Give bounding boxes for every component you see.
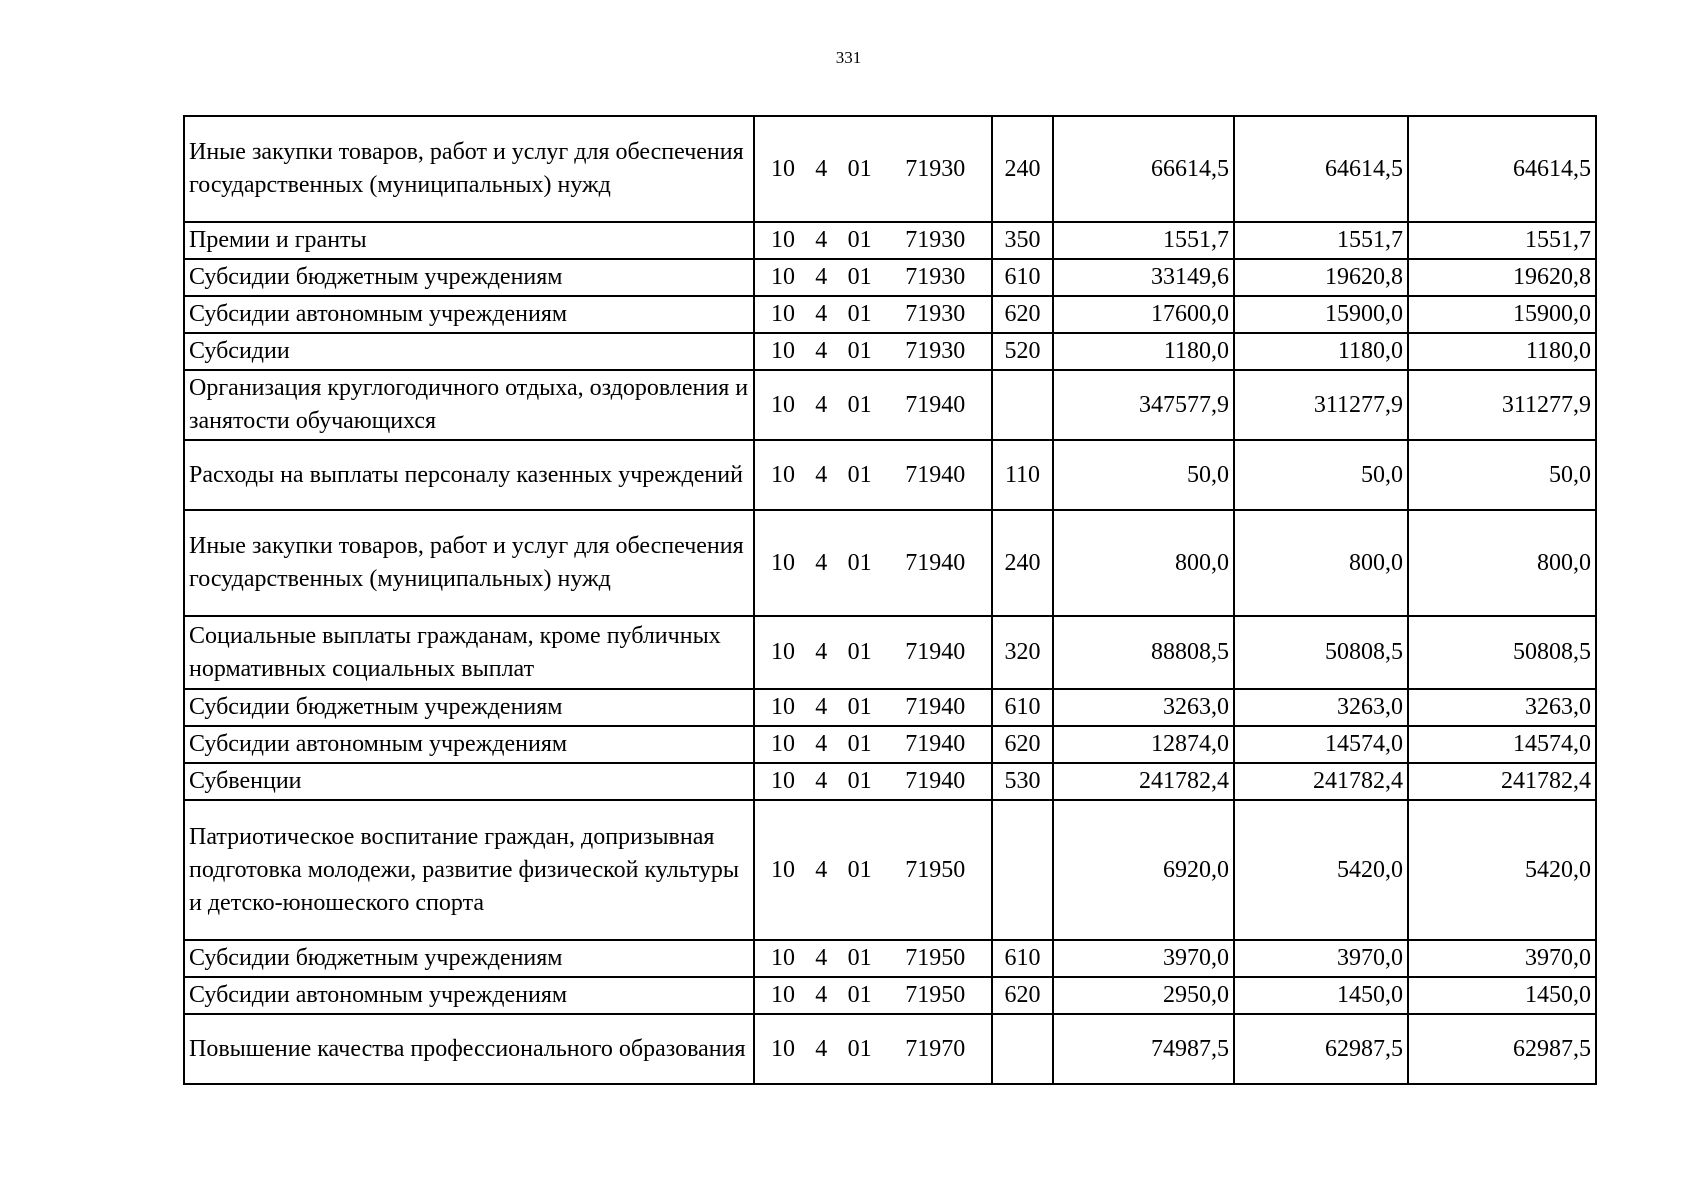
table-row [184,763,1596,800]
amount-year-1-cell: 66614,5 [1053,116,1234,222]
amount-year-1-cell: 3263,0 [1053,689,1234,726]
subsection-code: 4 [815,768,828,794]
amount-year-1-cell: 6920,0 [1053,800,1234,940]
amount-year-3-cell: 62987,5 [1408,1014,1596,1084]
table-row [184,259,1596,296]
item-name: Иные закупки товаров, работ и услуг для обеспечения государственных (муниципальных) нужд [189,533,744,592]
item-name-cell [184,510,754,616]
section-code: 10 [770,301,795,327]
amount-year-3-cell: 1551,7 [1408,222,1596,259]
subsection-code: 4 [815,639,828,665]
table-row [184,940,1596,977]
item-name-cell [184,940,754,977]
amount-year-1-cell: 1551,7 [1053,222,1234,259]
codes-cell [754,1014,992,1084]
budget-table-body [184,116,1596,1084]
subsection-code: 4 [815,1035,828,1062]
direction-code: 71950 [905,982,966,1008]
direction-code: 71940 [905,391,966,418]
item-name: Субсидии автономным учреждениям [189,301,568,327]
amount-year-1-cell: 3970,0 [1053,940,1234,977]
expense-type-cell: 530 [992,763,1053,800]
program-code: 01 [847,461,872,488]
amount-year-2-cell: 19620,8 [1234,259,1408,296]
amount-year-3-cell: 14574,0 [1408,726,1596,763]
expense-type-cell: 320 [992,616,1053,689]
item-name-cell [184,800,754,940]
table-row [184,977,1596,1014]
direction-code: 71940 [905,768,966,794]
program-code: 01 [847,731,872,757]
table-row [184,116,1596,222]
page-number: 331 [835,48,862,67]
table-row [184,333,1596,370]
program-code: 01 [847,155,872,182]
amount-year-3-cell: 15900,0 [1408,296,1596,333]
amount-year-3-cell: 50808,5 [1408,616,1596,689]
program-code: 01 [847,338,872,364]
amount-year-3-cell: 311277,9 [1408,370,1596,440]
program-code: 01 [847,639,872,665]
expense-type-cell: 620 [992,977,1053,1014]
program-code: 01 [847,856,872,883]
table-row [184,510,1596,616]
subsection-code: 4 [815,155,828,182]
section-code: 10 [770,549,795,576]
direction-code: 71940 [905,461,966,488]
direction-code: 71950 [905,945,966,971]
section-code: 10 [770,461,795,488]
direction-code: 71930 [905,264,966,290]
amount-year-2-cell: 14574,0 [1234,726,1408,763]
subsection-code: 4 [815,549,828,576]
amount-year-2-cell: 1551,7 [1234,222,1408,259]
amount-year-3-cell: 5420,0 [1408,800,1596,940]
codes-cell [754,510,992,616]
codes-cell [754,689,992,726]
expense-type-cell: 350 [992,222,1053,259]
section-code: 10 [770,338,795,364]
amount-year-3-cell: 19620,8 [1408,259,1596,296]
amount-year-1-cell: 50,0 [1053,440,1234,510]
table-row [184,689,1596,726]
section-code: 10 [770,227,795,253]
item-name: Социальные выплаты гражданам, кроме публичных нормативных социальных выплат [189,622,721,682]
subsection-code: 4 [815,694,828,720]
amount-year-3-cell: 50,0 [1408,440,1596,510]
amount-year-3-cell: 3263,0 [1408,689,1596,726]
table-row [184,800,1596,940]
item-name: Субсидии бюджетным учреждениям [189,945,563,971]
direction-code: 71940 [905,694,966,720]
program-code: 01 [847,945,872,971]
item-name-cell [184,259,754,296]
amount-year-2-cell: 241782,4 [1234,763,1408,800]
amount-year-1-cell: 800,0 [1053,510,1234,616]
program-code: 01 [847,768,872,794]
expense-type-cell: 610 [992,940,1053,977]
section-code: 10 [770,945,795,971]
subsection-code: 4 [815,731,828,757]
amount-year-1-cell: 2950,0 [1053,977,1234,1014]
subsection-code: 4 [815,338,828,364]
direction-code: 71930 [905,301,966,327]
item-name-cell [184,370,754,440]
amount-year-2-cell: 311277,9 [1234,370,1408,440]
codes-cell [754,940,992,977]
codes-cell [754,296,992,333]
amount-year-2-cell: 800,0 [1234,510,1408,616]
direction-code: 71930 [905,155,966,182]
amount-year-1-cell: 1180,0 [1053,333,1234,370]
codes-cell [754,726,992,763]
item-name: Иные закупки товаров, работ и услуг для обеспечения государственных (муниципальных) нужд [189,139,744,198]
codes-cell [754,222,992,259]
codes-cell [754,116,992,222]
item-name-cell [184,977,754,1014]
codes-cell [754,440,992,510]
item-name-cell [184,222,754,259]
subsection-code: 4 [815,461,828,488]
amount-year-1-cell: 241782,4 [1053,763,1234,800]
item-name-cell [184,1014,754,1084]
table-row [184,222,1596,259]
amount-year-1-cell: 12874,0 [1053,726,1234,763]
amount-year-2-cell: 62987,5 [1234,1014,1408,1084]
subsection-code: 4 [815,301,828,327]
codes-cell [754,259,992,296]
program-code: 01 [847,301,872,327]
item-name: Повышение качества профессионального образования [189,1035,746,1062]
table-row [184,440,1596,510]
amount-year-3-cell: 1180,0 [1408,333,1596,370]
program-code: 01 [847,391,872,418]
budget-table [183,115,1597,1085]
table-row [184,616,1596,689]
expense-type-cell [992,800,1053,940]
program-code: 01 [847,264,872,290]
amount-year-1-cell: 74987,5 [1053,1014,1234,1084]
item-name: Патриотическое воспитание граждан, допризывная подготовка молодежи, развитие физической культуры и детско-юношеского спорта [189,823,740,916]
expense-type-cell: 240 [992,510,1053,616]
section-code: 10 [770,768,795,794]
item-name-cell [184,763,754,800]
amount-year-1-cell: 88808,5 [1053,616,1234,689]
table-row [184,1014,1596,1084]
amount-year-2-cell: 3263,0 [1234,689,1408,726]
item-name: Субсидии бюджетным учреждениям [189,694,563,720]
codes-cell [754,763,992,800]
item-name: Организация круглогодичного отдыха, оздоровления и занятости обучающихся [189,375,749,434]
subsection-code: 4 [815,391,828,418]
amount-year-2-cell: 1450,0 [1234,977,1408,1014]
amount-year-1-cell: 33149,6 [1053,259,1234,296]
codes-cell [754,977,992,1014]
expense-type-cell: 610 [992,259,1053,296]
expense-type-cell [992,370,1053,440]
section-code: 10 [770,264,795,290]
direction-code: 71940 [905,731,966,757]
subsection-code: 4 [815,227,828,253]
amount-year-2-cell: 64614,5 [1234,116,1408,222]
subsection-code: 4 [815,264,828,290]
item-name: Премии и гранты [189,227,367,253]
codes-cell [754,800,992,940]
direction-code: 71940 [905,549,966,576]
direction-code: 71950 [905,856,966,883]
item-name-cell [184,333,754,370]
expense-type-cell: 520 [992,333,1053,370]
program-code: 01 [847,694,872,720]
expense-type-cell: 620 [992,726,1053,763]
subsection-code: 4 [815,982,828,1008]
item-name-cell [184,296,754,333]
item-name-cell [184,440,754,510]
amount-year-1-cell: 347577,9 [1053,370,1234,440]
section-code: 10 [770,731,795,757]
item-name: Субсидии [189,338,290,364]
item-name-cell [184,616,754,689]
item-name-cell [184,116,754,222]
amount-year-2-cell: 3970,0 [1234,940,1408,977]
subsection-code: 4 [815,856,828,883]
section-code: 10 [770,1035,795,1062]
amount-year-2-cell: 50,0 [1234,440,1408,510]
section-code: 10 [770,982,795,1008]
program-code: 01 [847,549,872,576]
item-name-cell [184,726,754,763]
item-name: Субсидии бюджетным учреждениям [189,264,563,290]
expense-type-cell: 620 [992,296,1053,333]
expense-type-cell: 240 [992,116,1053,222]
item-name: Субвенции [189,768,302,794]
section-code: 10 [770,155,795,182]
codes-cell [754,616,992,689]
amount-year-2-cell: 50808,5 [1234,616,1408,689]
section-code: 10 [770,639,795,665]
item-name: Субсидии автономным учреждениям [189,982,568,1008]
direction-code: 71940 [905,639,966,665]
amount-year-3-cell: 64614,5 [1408,116,1596,222]
item-name: Субсидии автономным учреждениям [189,731,568,757]
amount-year-2-cell: 1180,0 [1234,333,1408,370]
direction-code: 71970 [905,1035,966,1062]
expense-type-cell: 610 [992,689,1053,726]
amount-year-2-cell: 5420,0 [1234,800,1408,940]
amount-year-3-cell: 800,0 [1408,510,1596,616]
codes-cell [754,333,992,370]
amount-year-3-cell: 241782,4 [1408,763,1596,800]
item-name: Расходы на выплаты персоналу казенных учреждений [189,461,743,488]
amount-year-2-cell: 15900,0 [1234,296,1408,333]
table-row [184,370,1596,440]
amount-year-1-cell: 17600,0 [1053,296,1234,333]
table-row [184,726,1596,763]
section-code: 10 [770,856,795,883]
expense-type-cell [992,1014,1053,1084]
program-code: 01 [847,227,872,253]
expense-type-cell: 110 [992,440,1053,510]
program-code: 01 [847,982,872,1008]
amount-year-3-cell: 3970,0 [1408,940,1596,977]
amount-year-3-cell: 1450,0 [1408,977,1596,1014]
table-row [184,296,1596,333]
item-name-cell [184,689,754,726]
direction-code: 71930 [905,338,966,364]
direction-code: 71930 [905,227,966,253]
program-code: 01 [847,1035,872,1062]
section-code: 10 [770,391,795,418]
subsection-code: 4 [815,945,828,971]
codes-cell [754,370,992,440]
section-code: 10 [770,694,795,720]
